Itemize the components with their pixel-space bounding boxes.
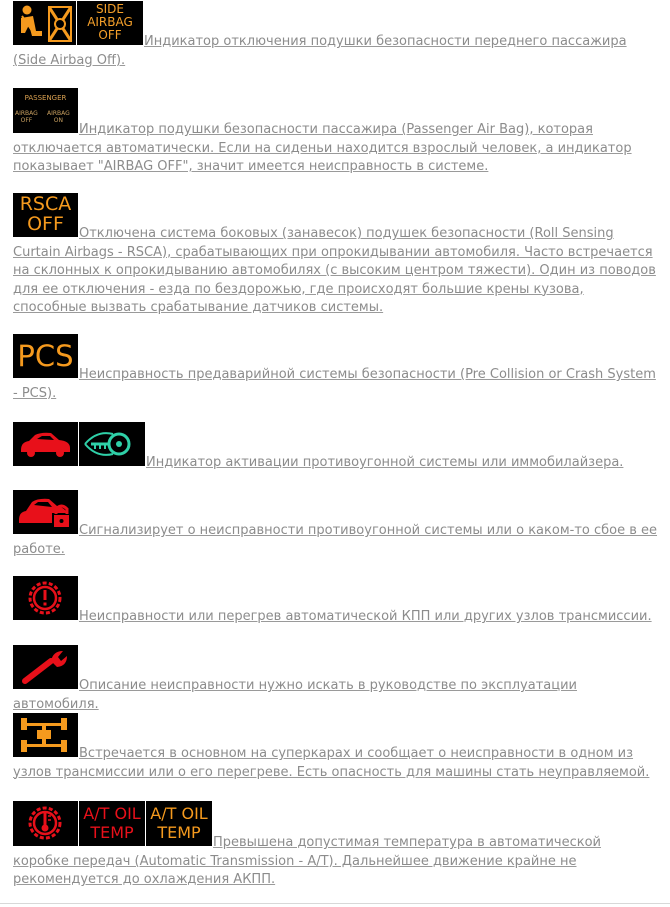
at-oil-temp-amber-icon [146, 801, 212, 846]
entry-at-oil-temp [13, 801, 661, 890]
entry-passenger-airbag [13, 88, 661, 177]
drivetrain-icon [13, 713, 78, 757]
pcs-icon [13, 334, 78, 378]
entry-pcs [13, 334, 661, 403]
icon-text: TEMP [90, 823, 134, 842]
entry-description-link[interactable]: Встречается в основном на суперкарах и сообщает о неисправности в одном из узлов трансмиссии или о его перегреве. Есть опасность для машины стать неуправляемой. [13, 746, 650, 780]
entry-description-link[interactable]: Индикатор подушки безопасности пассажира (Passenger Air Bag), которая отключается автоматически. Если на сиденьи находится взрослый человек, а индикатор показывает "AIRBAG OFF", значит имеется неисправность в системе. [13, 122, 632, 174]
entry-anti-theft-active [13, 422, 661, 473]
icon-text: RSCA [19, 193, 72, 215]
car-lock-icon [13, 490, 78, 534]
transmission-gear-warning-icon [13, 576, 78, 620]
side-airbag-off-icon [77, 1, 143, 45]
icon-text: PASSENGER [24, 94, 67, 102]
passenger-airbag-icon [13, 88, 78, 133]
icon-text: AIRBAG [87, 15, 133, 29]
entry-description-link[interactable]: Сигнализирует о неисправности противоугонной системы или о каком-то сбое в ее работе. [13, 523, 658, 557]
icon-text: OFF [27, 213, 64, 235]
icon-text: A/T OIL [83, 804, 141, 823]
car-security-icon [13, 422, 78, 466]
entry-description-link[interactable]: Неисправность предаварийной системы безопасности (Pre Collision or Crash System - PCS). [13, 367, 656, 401]
rsca-off-icon [13, 193, 78, 237]
entry-description-link[interactable]: Индикатор отключения подушки безопасности переднего пассажира (Side Airbag Off). [13, 34, 627, 68]
icon-text: AIRBAG [47, 110, 70, 117]
icon-text: AIRBAG [15, 110, 38, 117]
icon-text: SIDE [96, 2, 124, 16]
transmission-temp-gear-icon [13, 801, 78, 846]
divider [0, 903, 670, 904]
icon-text: A/T OIL [150, 804, 208, 823]
entry-anti-theft-fault [13, 490, 661, 559]
entry-side-airbag-off [13, 1, 661, 70]
entry-description-link[interactable]: Отключена система боковых (занавесок) подушек безопасности (Roll Sensing Curtain Airbags - RSCA), срабатывающих при опрокидывании автомобиля. Часто встречается на склонных к опрокидыванию автомобилях (с высоким центром тяжести). Один из поводов для ее отключения - езда по бездорожью, где происходят большие крены кузова, способные вызвать срабатывание датчиков системы. [13, 226, 656, 315]
entry-description-link[interactable]: Превышена допустимая температура в автоматической коробке передач (Automatic Transmission - A/T). Дальнейшее движение крайне не рекомендуется до охлаждения АКПП. [13, 835, 602, 887]
entry-wrench [13, 645, 661, 714]
icon-text: ON [53, 117, 64, 124]
icon-text: OFF [98, 28, 122, 42]
entry-transmission-fault [13, 576, 661, 627]
icon-text: OFF [20, 117, 33, 124]
icon-text: PCS [17, 339, 74, 373]
entry-description-link[interactable]: Индикатор активации противоугонной системы или иммобилайзера. [146, 455, 624, 470]
immobilizer-key-icon [79, 422, 145, 466]
at-oil-temp-red-icon [79, 801, 145, 846]
icon-text: TEMP [157, 823, 201, 842]
entry-description-link[interactable]: Описание неисправности нужно искать в руководстве по эксплуатации автомобиля. [13, 678, 578, 712]
entry-description-link[interactable]: Неисправности или перегрев автоматической КПП или других узлов трансмиссии. [79, 609, 652, 624]
wrench-icon [13, 645, 78, 689]
entry-rsca-off [13, 193, 661, 318]
seat-belt-passenger-off-icon [13, 1, 76, 45]
entry-drivetrain [13, 713, 661, 782]
